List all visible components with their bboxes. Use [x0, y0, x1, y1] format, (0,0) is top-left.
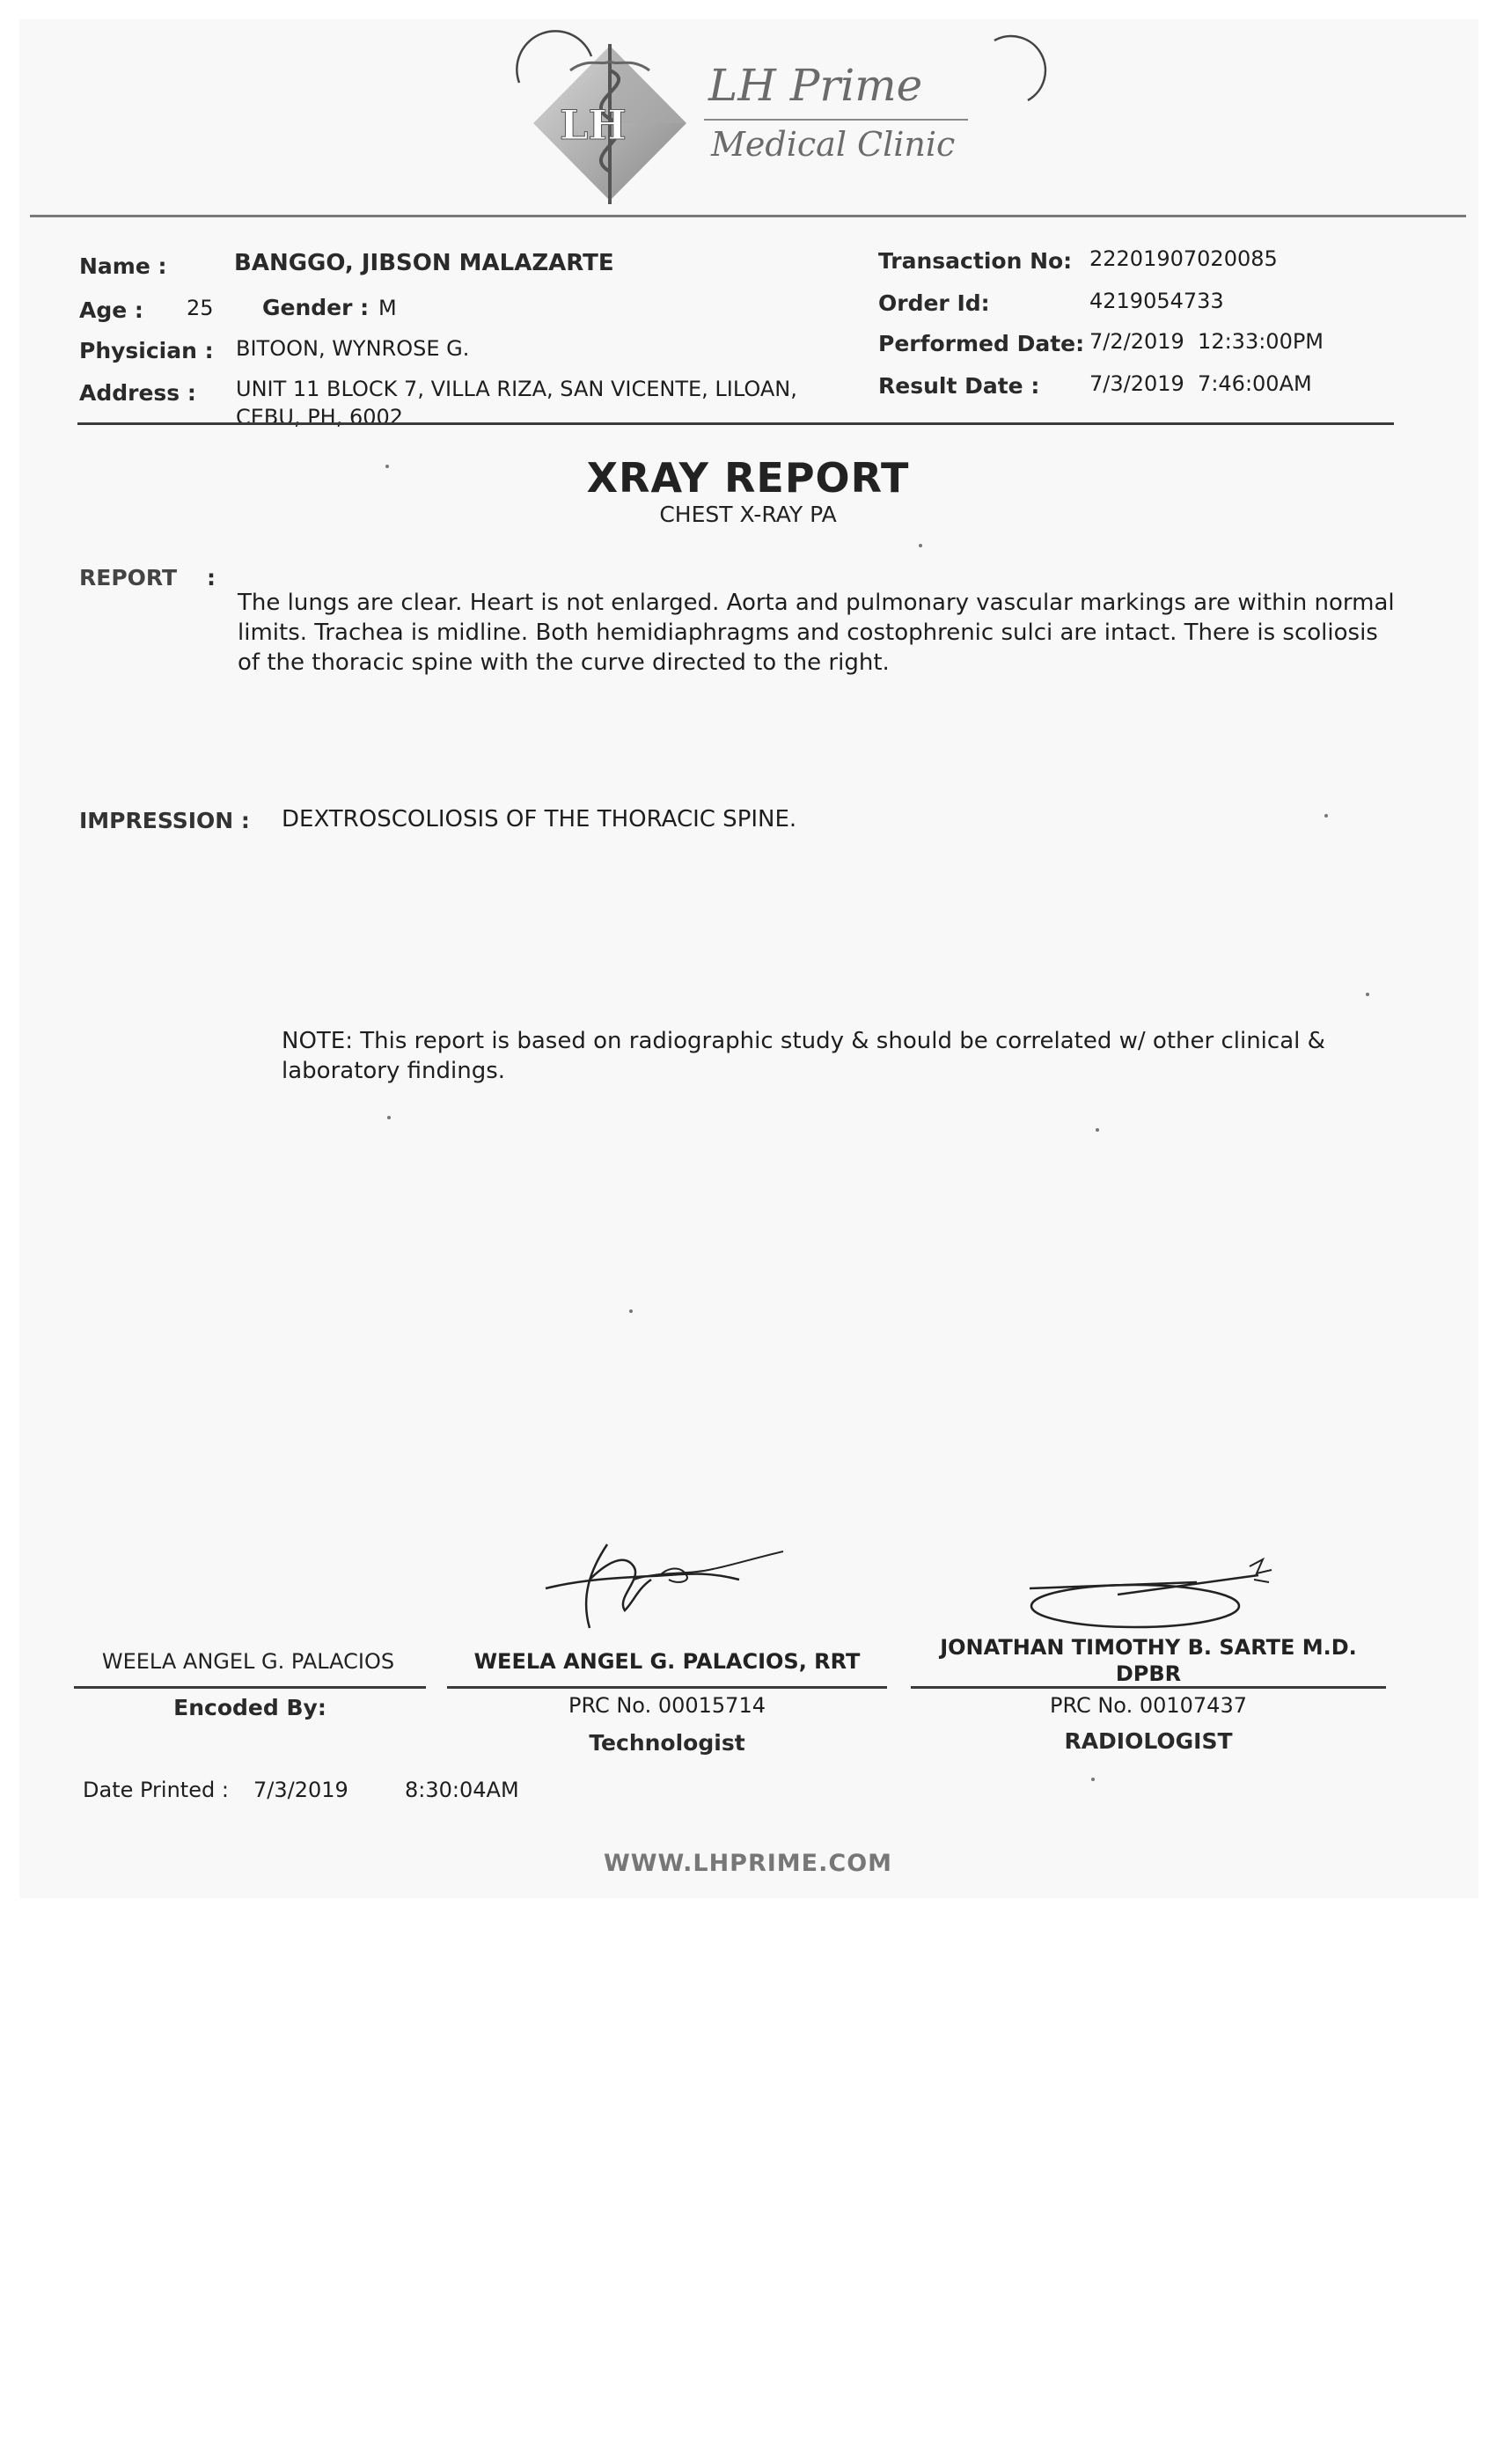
- impression-label: IMPRESSION :: [79, 808, 250, 833]
- performed-date-value: 7/2/2019 12:33:00PM: [1089, 329, 1324, 354]
- clinic-subtitle: Medical Clinic: [711, 125, 956, 164]
- result-date-value: 7/3/2019 7:46:00AM: [1089, 371, 1312, 396]
- clinic-name: LH Prime: [708, 60, 923, 111]
- scan-speck: [1366, 993, 1369, 996]
- scan-speck: [1096, 1128, 1099, 1132]
- order-id-value: 4219054733: [1089, 289, 1224, 313]
- scan-speck: [1324, 814, 1328, 818]
- address-line2: CEBU, PH, 6002: [236, 405, 404, 429]
- radiologist-prc: PRC No. 00107437: [1050, 1693, 1247, 1718]
- address-label: Address :: [79, 380, 196, 406]
- technologist-line: [447, 1686, 887, 1689]
- report-findings: The lungs are clear. Heart is not enlarged. Aorta and pulmonary vascular markings are within normal limits. Trachea is midline. Both hemidiaphragms and costophrenic sulci are intact. There is scoliosis of the thoracic spine with the curve directed to the right.: [238, 590, 1395, 676]
- svg-text:LH: LH: [560, 101, 627, 149]
- encoder-name: WEELA ANGEL G. PALACIOS: [101, 1649, 395, 1674]
- technologist-name: WEELA ANGEL G. PALACIOS, RRT: [473, 1649, 861, 1674]
- clinic-website: WWW.LHPRIME.COM: [603, 1850, 893, 1877]
- header-divider: [30, 215, 1466, 217]
- age-label: Age :: [79, 297, 143, 323]
- physician-value: BITOON, WYNROSE G.: [236, 336, 470, 361]
- physician-label: Physician :: [79, 338, 214, 363]
- scan-speck: [1091, 1778, 1095, 1781]
- technologist-prc: PRC No. 00015714: [568, 1693, 766, 1718]
- radiologist-credential: DPBR: [1115, 1661, 1182, 1686]
- date-printed-date: 7/3/2019: [253, 1778, 348, 1802]
- technologist-role: Technologist: [589, 1730, 745, 1756]
- transaction-no-value: 22201907020085: [1089, 246, 1278, 271]
- transaction-no-label: Transaction No:: [878, 248, 1073, 274]
- encoder-line: [74, 1686, 426, 1689]
- report-colon: :: [207, 565, 216, 590]
- performed-date-label: Performed Date:: [878, 331, 1085, 356]
- name-label: Name :: [79, 253, 167, 279]
- report-title: XRAY REPORT: [586, 454, 910, 502]
- result-date-label: Result Date :: [878, 373, 1040, 399]
- date-printed-time: 8:30:04AM: [405, 1778, 519, 1802]
- technologist-signature: [528, 1527, 792, 1641]
- scan-speck: [919, 544, 922, 547]
- note-text: NOTE: This report is based on radiographic study & should be correlated w/ other clinical & laboratory findings.: [282, 1028, 1325, 1084]
- radiologist-signature: [1012, 1549, 1294, 1646]
- address-line1: UNIT 11 BLOCK 7, VILLA RIZA, SAN VICENTE, LILOAN,: [236, 377, 797, 401]
- impression-text: DEXTROSCOLIOSIS OF THE THORACIC SPINE.: [282, 806, 797, 832]
- scan-speck: [387, 1116, 391, 1119]
- order-id-label: Order Id:: [878, 290, 990, 316]
- patient-name: BANGGO, JIBSON MALAZARTE: [234, 250, 614, 276]
- report-subtitle: CHEST X-RAY PA: [659, 502, 837, 527]
- scan-speck: [629, 1309, 633, 1313]
- gender-label: Gender :: [262, 295, 370, 320]
- radiologist-role: RADIOLOGIST: [1064, 1728, 1233, 1754]
- scan-speck: [385, 465, 389, 468]
- logo-arc-left: [510, 30, 598, 118]
- info-divider: [77, 422, 1394, 425]
- age-value: 25: [187, 296, 214, 320]
- date-printed-label: Date Printed :: [83, 1778, 229, 1802]
- logo-arc-right: [986, 30, 1056, 118]
- gender-value: M: [378, 296, 397, 320]
- report-label: REPORT: [79, 565, 178, 590]
- encoder-role: Encoded By:: [173, 1695, 326, 1720]
- radiologist-name: JONATHAN TIMOTHY B. SARTE M.D.: [940, 1635, 1357, 1660]
- radiologist-line: [911, 1686, 1386, 1689]
- logo-underline: [704, 119, 968, 121]
